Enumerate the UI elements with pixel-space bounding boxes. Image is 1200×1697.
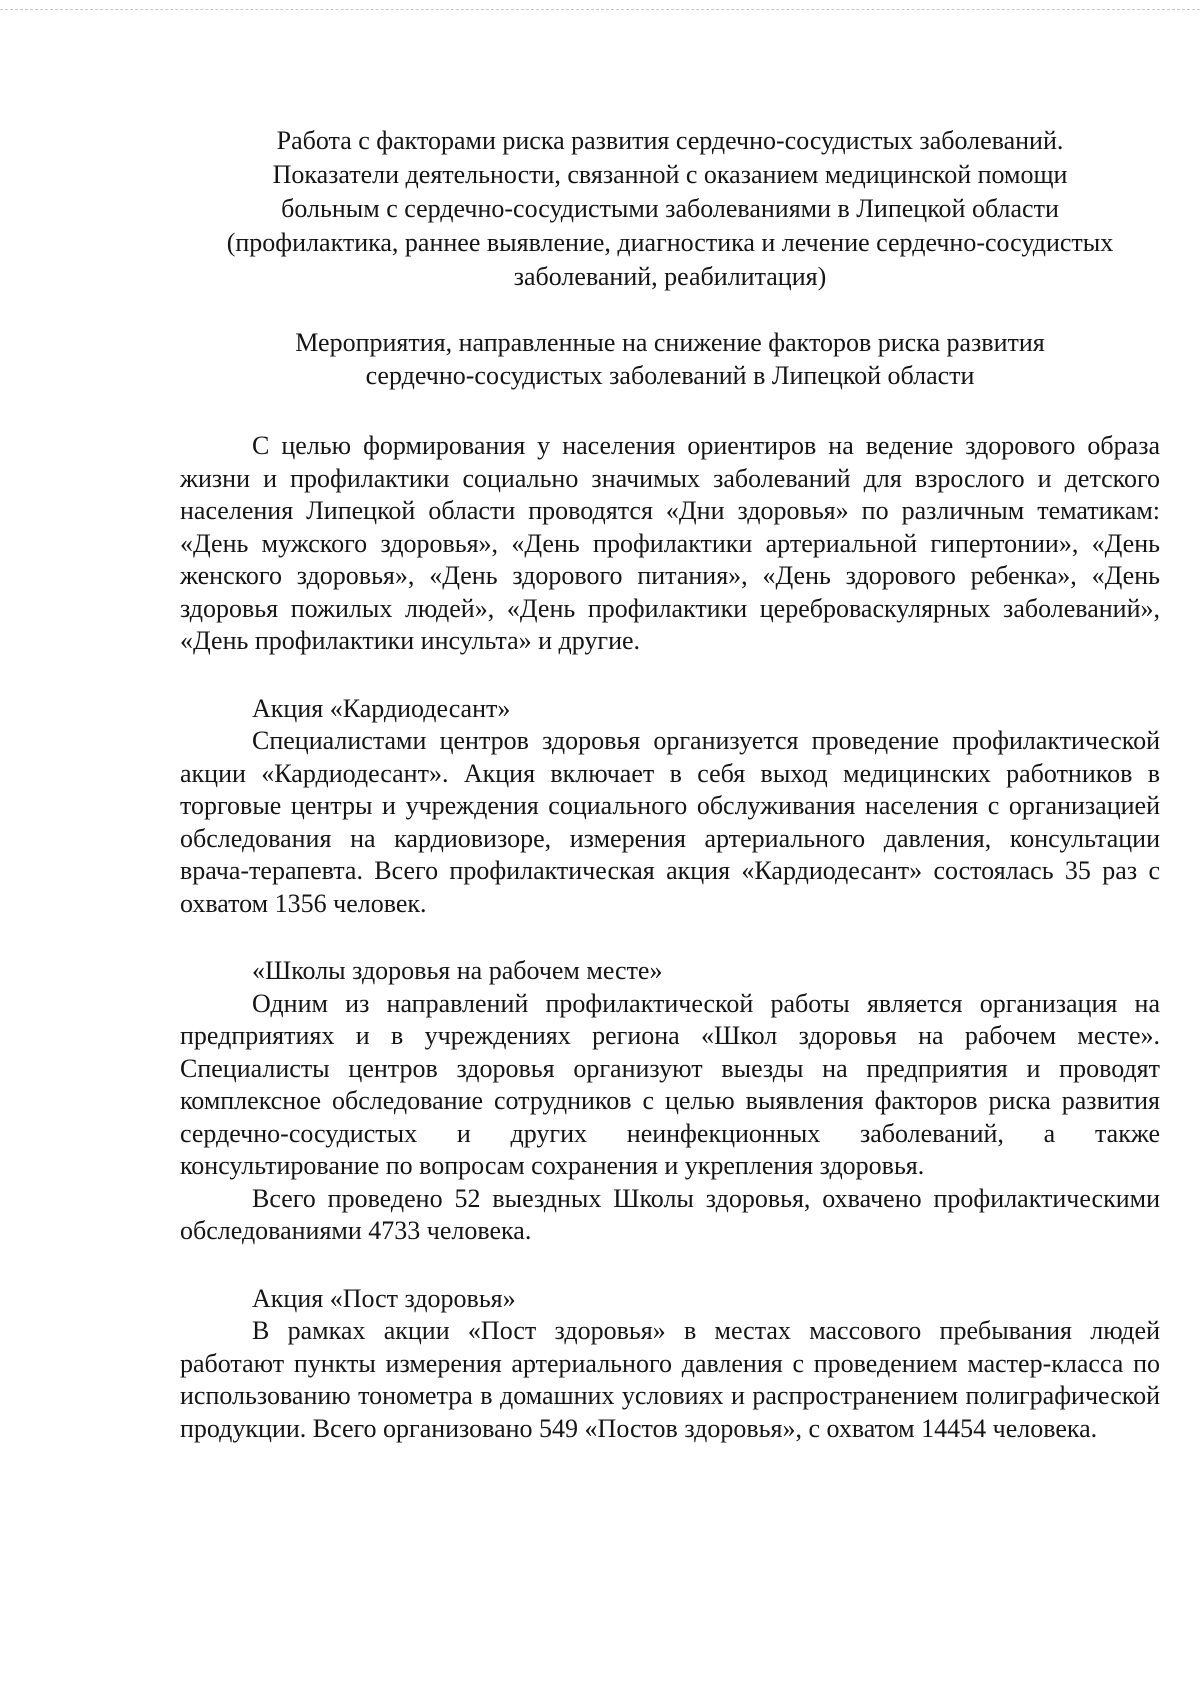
section-paragraph: Специалистами центров здоровья организуется проведение профилактической акции «Кардиодесант». Акция включает в себя выход медицинских работников в торговые центры и учреждения социального обслуживания населения с организацией обследования на кардиовизоре, измерения артериального давления, консультации врача-терапевта. Всего профилактическая акция «Кардиодесант» состоялась 35 раз с охватом 1356 человек. bbox=[180, 726, 1160, 918]
document-page bbox=[180, 124, 1160, 1445]
page-top-edge bbox=[0, 9, 1200, 10]
section-health-post bbox=[180, 1283, 1160, 1446]
title-line: заболеваний, реабилитация) bbox=[513, 262, 827, 291]
document-subtitle bbox=[180, 326, 1160, 392]
subtitle-line: Мероприятия, направленные на снижение факторов риска развития bbox=[295, 328, 1045, 357]
section-paragraph: В рамках акции «Пост здоровья» в местах массового пребывания людей работают пункты измерения артериального давления с проведением мастер-класса по использованию тонометра в домашних условиях и распространением полиграфической продукции. Всего организовано 549 «Постов здоровья», с охватом 14454 человека. bbox=[180, 1316, 1160, 1443]
section-paragraph: Одним из направлений профилактической работы является организация на предприятиях и в учреждениях региона «Школ здоровья на рабочем месте». Специалисты центров здоровья организуют выезды на предприятия и проводят комплексное обследование сотрудников с целью выявления факторов риска развития сердечно-сосудистых и других неинфекционных заболеваний, а также консультирование по вопросам сохранения и укрепления здоровья. bbox=[180, 988, 1160, 1180]
section-workplace-health-schools bbox=[180, 955, 1160, 1248]
title-line: (профилактика, раннее выявление, диагностика и лечение сердечно-сосудистых bbox=[226, 228, 1114, 257]
section-heading: Акция «Пост здоровья» bbox=[252, 1283, 516, 1313]
title-line: больным с сердечно-сосудистыми заболеваниями в Липецкой области bbox=[281, 194, 1059, 223]
title-line: Показатели деятельности, связанной с оказанием медицинской помощи bbox=[272, 160, 1068, 189]
document-title bbox=[180, 124, 1160, 294]
subtitle-line: сердечно-сосудистых заболеваний в Липецкой области bbox=[365, 361, 975, 390]
intro-paragraph: С целью формирования у населения ориентиров на ведение здорового образа жизни и профилактики социально значимых заболеваний для взрослого и детского населения Липецкой области проводятся «Дни здоровья» по различным тематикам: «День мужского здоровья», «День профилактики артериальной гипертонии», «День женского здоровья», «День здорового питания», «День здорового ребенка», «День здоровья пожилых людей», «День профилактики цереброваскулярных заболеваний», «День профилактики инсульта» и другие. bbox=[180, 431, 1160, 655]
title-line: Работа с факторами риска развития сердечно-сосудистых заболеваний. bbox=[276, 126, 1064, 155]
section-paragraph: Всего проведено 52 выездных Школы здоровья, охвачено профилактическими обследованиями 4733 человека. bbox=[180, 1183, 1160, 1245]
section-cardiodesant bbox=[180, 693, 1160, 921]
section-heading: «Школы здоровья на рабочем месте» bbox=[252, 956, 663, 985]
section-heading: Акция «Кардиодесант» bbox=[252, 693, 511, 723]
